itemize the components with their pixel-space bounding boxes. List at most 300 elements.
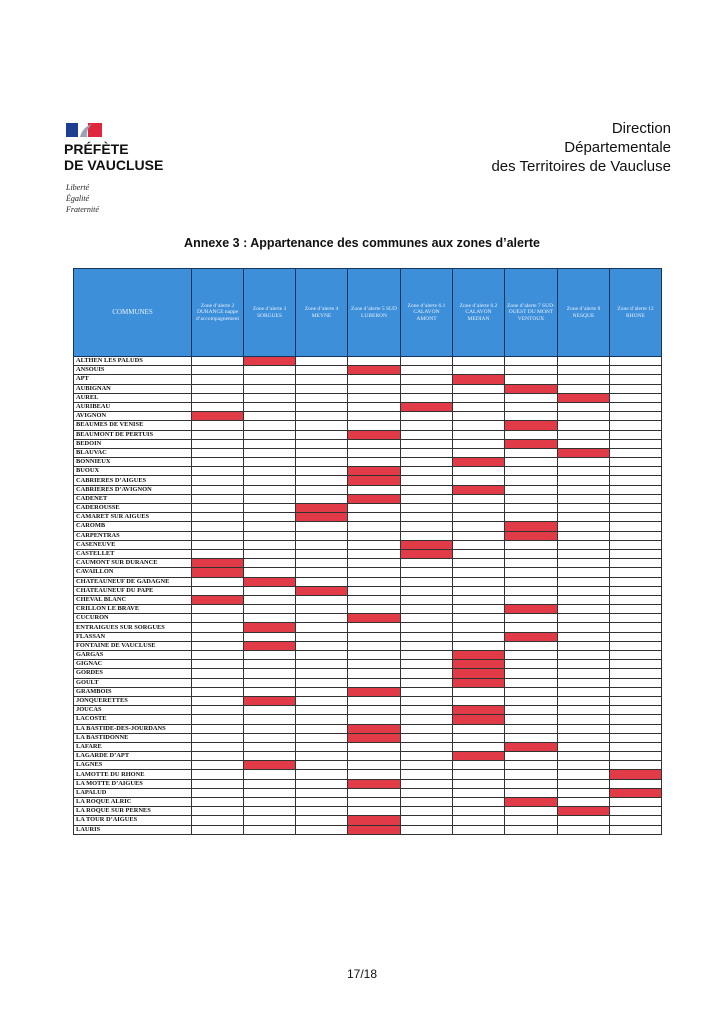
zone-cell xyxy=(558,568,610,577)
zone-cell xyxy=(192,816,244,825)
zone-cell xyxy=(401,393,453,402)
zone-cell xyxy=(296,577,348,586)
zone-cell xyxy=(296,494,348,503)
zone-cell xyxy=(192,605,244,614)
zone-cell xyxy=(296,467,348,476)
column-header-zone: Zone d’alerte 5 SUD LUBERON xyxy=(348,269,401,357)
zone-cell xyxy=(610,559,662,568)
zone-cell xyxy=(296,816,348,825)
zone-cell xyxy=(244,448,296,457)
zone-cell xyxy=(505,678,558,687)
zone-cell xyxy=(610,706,662,715)
zone-cell xyxy=(558,770,610,779)
zone-cell xyxy=(453,504,505,513)
zone-cell xyxy=(192,393,244,402)
zone-cell xyxy=(348,402,401,411)
commune-name: CADEROUSSE xyxy=(74,504,192,513)
zone-cell xyxy=(505,651,558,660)
zone-cell xyxy=(192,513,244,522)
commune-name: JONQUERETTES xyxy=(74,696,192,705)
zone-marker xyxy=(505,742,558,751)
zone-cell xyxy=(296,706,348,715)
zone-marker xyxy=(192,568,244,577)
table-row xyxy=(74,623,662,632)
zone-cell xyxy=(401,439,453,448)
zone-cell xyxy=(558,531,610,540)
commune-name: LA MOTTE D’AIGUES xyxy=(74,779,192,788)
zone-cell xyxy=(558,788,610,797)
commune-name: LA TOUR D’AIGUES xyxy=(74,816,192,825)
prefecture-logo-text xyxy=(64,141,163,173)
zone-cell xyxy=(348,577,401,586)
zone-cell xyxy=(505,504,558,513)
commune-name: BEAUMES DE VENISE xyxy=(74,421,192,430)
zone-cell xyxy=(505,623,558,632)
zone-cell xyxy=(244,559,296,568)
zone-cell xyxy=(401,752,453,761)
zone-cell xyxy=(505,733,558,742)
zone-cell xyxy=(192,788,244,797)
zone-cell xyxy=(505,366,558,375)
table-row xyxy=(74,476,662,485)
zone-cell xyxy=(296,669,348,678)
zone-cell xyxy=(192,798,244,807)
zone-cell xyxy=(244,632,296,641)
commune-name: CASENEUVE xyxy=(74,540,192,549)
zone-cell xyxy=(401,761,453,770)
zone-marker xyxy=(244,623,296,632)
zone-marker xyxy=(505,632,558,641)
zone-cell xyxy=(401,733,453,742)
zone-cell xyxy=(505,494,558,503)
zone-cell xyxy=(296,366,348,375)
zone-cell xyxy=(296,375,348,384)
zone-marker xyxy=(244,696,296,705)
zone-cell xyxy=(610,531,662,540)
zone-cell xyxy=(192,733,244,742)
zone-cell xyxy=(296,549,348,558)
zone-cell xyxy=(348,595,401,604)
zone-cell xyxy=(348,458,401,467)
zone-cell xyxy=(558,522,610,531)
zone-cell xyxy=(610,402,662,411)
zone-cell xyxy=(296,788,348,797)
commune-name: LA BASTIDONNE xyxy=(74,733,192,742)
republic-motto xyxy=(66,182,99,215)
table-row xyxy=(74,752,662,761)
zone-cell xyxy=(348,660,401,669)
zone-cell xyxy=(558,430,610,439)
zone-cell xyxy=(296,651,348,660)
commune-name: AURIBEAU xyxy=(74,402,192,411)
commune-name: CADENET xyxy=(74,494,192,503)
zone-cell xyxy=(558,549,610,558)
zone-cell xyxy=(244,825,296,834)
zone-cell xyxy=(610,513,662,522)
table-row xyxy=(74,384,662,393)
zone-marker xyxy=(401,549,453,558)
commune-name: ENTRAIGUES SUR SORGUES xyxy=(74,623,192,632)
zone-cell xyxy=(453,687,505,696)
zone-marker xyxy=(453,651,505,660)
zone-cell xyxy=(558,494,610,503)
zone-cell xyxy=(610,366,662,375)
zone-cell xyxy=(453,393,505,402)
zone-cell xyxy=(505,669,558,678)
zone-cell xyxy=(244,724,296,733)
table-row xyxy=(74,448,662,457)
zone-cell xyxy=(244,706,296,715)
zone-cell xyxy=(348,669,401,678)
column-header-zone: Zone d’alerte 2 DURANCE nappe d’accompagnement xyxy=(192,269,244,357)
zone-cell xyxy=(505,687,558,696)
zone-cell xyxy=(348,421,401,430)
zone-marker xyxy=(296,586,348,595)
zone-cell xyxy=(348,439,401,448)
zone-marker xyxy=(401,540,453,549)
zone-cell xyxy=(348,375,401,384)
zone-cell xyxy=(453,402,505,411)
zone-cell xyxy=(558,825,610,834)
zone-cell xyxy=(401,485,453,494)
zone-cell xyxy=(401,366,453,375)
zone-cell xyxy=(401,357,453,366)
zone-cell xyxy=(348,798,401,807)
zone-cell xyxy=(558,439,610,448)
zone-cell xyxy=(610,761,662,770)
zone-cell xyxy=(558,467,610,476)
zone-cell xyxy=(558,779,610,788)
zone-cell xyxy=(192,687,244,696)
zone-cell xyxy=(244,742,296,751)
motto-line: Égalité xyxy=(66,194,90,203)
commune-name: BEDOIN xyxy=(74,439,192,448)
zone-marker xyxy=(505,798,558,807)
zone-cell xyxy=(401,696,453,705)
zone-cell xyxy=(348,761,401,770)
commune-name: FONTAINE DE VAUCLUSE xyxy=(74,641,192,650)
zone-cell xyxy=(401,770,453,779)
zone-cell xyxy=(610,595,662,604)
zone-cell xyxy=(505,770,558,779)
zone-cell xyxy=(610,458,662,467)
table-row xyxy=(74,513,662,522)
zone-cell xyxy=(558,513,610,522)
zone-cell xyxy=(401,513,453,522)
zone-cell xyxy=(558,540,610,549)
table-row xyxy=(74,770,662,779)
zone-marker xyxy=(505,384,558,393)
zone-cell xyxy=(558,595,610,604)
zone-cell xyxy=(296,623,348,632)
zone-cell xyxy=(348,696,401,705)
direction-line: des Territoires de Vaucluse xyxy=(491,158,671,175)
commune-name: CABRIERES D’AIGUES xyxy=(74,476,192,485)
zone-cell xyxy=(610,430,662,439)
zone-cell xyxy=(401,586,453,595)
table-row xyxy=(74,641,662,650)
zone-cell xyxy=(244,467,296,476)
zone-cell xyxy=(558,733,610,742)
zone-cell xyxy=(244,687,296,696)
zone-cell xyxy=(401,816,453,825)
commune-name: BLAUVAC xyxy=(74,448,192,457)
zone-cell xyxy=(401,412,453,421)
zone-cell xyxy=(244,614,296,623)
zone-cell xyxy=(453,623,505,632)
zone-marker xyxy=(505,531,558,540)
zone-marker xyxy=(505,522,558,531)
motto-line: Fraternité xyxy=(66,205,99,214)
zone-cell xyxy=(453,476,505,485)
zone-cell xyxy=(401,458,453,467)
zone-cell xyxy=(296,605,348,614)
zone-marker xyxy=(348,430,401,439)
zone-cell xyxy=(244,421,296,430)
zone-cell xyxy=(505,568,558,577)
zone-cell xyxy=(505,614,558,623)
zone-cell xyxy=(453,366,505,375)
zone-cell xyxy=(296,770,348,779)
zone-cell xyxy=(505,816,558,825)
zone-cell xyxy=(558,696,610,705)
column-header-zone: Zone d’alerte 8 NESQUE xyxy=(558,269,610,357)
zone-cell xyxy=(401,375,453,384)
zone-cell xyxy=(610,825,662,834)
zone-cell xyxy=(610,586,662,595)
zone-marker xyxy=(192,412,244,421)
zone-cell xyxy=(453,467,505,476)
zone-cell xyxy=(296,476,348,485)
table-row xyxy=(74,715,662,724)
zone-marker xyxy=(244,641,296,650)
zone-cell xyxy=(348,605,401,614)
zone-cell xyxy=(505,375,558,384)
zone-cell xyxy=(453,641,505,650)
zone-marker xyxy=(453,752,505,761)
zone-marker xyxy=(453,715,505,724)
zone-cell xyxy=(296,559,348,568)
page-number: 17/18 xyxy=(346,967,378,981)
commune-name: GRAMBOIS xyxy=(74,687,192,696)
commune-name: LA ROQUE ALRIC xyxy=(74,798,192,807)
zone-cell xyxy=(401,779,453,788)
annex-title: Annexe 3 : Appartenance des communes aux zones d’alerte xyxy=(184,236,540,250)
zone-cell xyxy=(610,605,662,614)
table-row xyxy=(74,696,662,705)
zone-cell xyxy=(296,522,348,531)
zone-cell xyxy=(558,421,610,430)
zone-cell xyxy=(401,669,453,678)
zone-cell xyxy=(610,678,662,687)
zone-cell xyxy=(610,412,662,421)
zone-cell xyxy=(453,761,505,770)
zone-cell xyxy=(505,393,558,402)
table-row xyxy=(74,531,662,540)
zone-cell xyxy=(348,531,401,540)
commune-name: CAROMB xyxy=(74,522,192,531)
zone-cell xyxy=(610,504,662,513)
zone-marker xyxy=(296,504,348,513)
zone-cell xyxy=(296,678,348,687)
zone-cell xyxy=(348,641,401,650)
zone-cell xyxy=(453,816,505,825)
commune-name: LACOSTE xyxy=(74,715,192,724)
zone-cell xyxy=(244,522,296,531)
commune-name: ALTHEN LES PALUDS xyxy=(74,357,192,366)
zone-cell xyxy=(610,494,662,503)
zone-cell xyxy=(558,816,610,825)
zone-cell xyxy=(505,513,558,522)
column-header-zone: Zone d’alerte 6.1 CALAVON AMONT xyxy=(401,269,453,357)
zone-marker xyxy=(192,559,244,568)
zone-cell xyxy=(244,531,296,540)
zone-cell xyxy=(453,421,505,430)
zone-cell xyxy=(192,742,244,751)
zone-cell xyxy=(192,641,244,650)
zone-cell xyxy=(505,458,558,467)
zone-cell xyxy=(505,825,558,834)
zone-cell xyxy=(244,568,296,577)
commune-name: BEAUMONT DE PERTUIS xyxy=(74,430,192,439)
zone-cell xyxy=(558,687,610,696)
zone-cell xyxy=(244,513,296,522)
zone-cell xyxy=(244,485,296,494)
zone-cell xyxy=(505,788,558,797)
zone-cell xyxy=(558,366,610,375)
zone-cell xyxy=(453,807,505,816)
zone-cell xyxy=(558,742,610,751)
zone-cell xyxy=(192,779,244,788)
commune-name: GIGNAC xyxy=(74,660,192,669)
zone-cell xyxy=(348,651,401,660)
table-row xyxy=(74,366,662,375)
zone-cell xyxy=(505,696,558,705)
zone-cell xyxy=(558,669,610,678)
zone-cell xyxy=(558,623,610,632)
zone-cell xyxy=(505,549,558,558)
zone-cell xyxy=(296,687,348,696)
zone-marker xyxy=(348,724,401,733)
zone-marker xyxy=(244,761,296,770)
table-header-row xyxy=(74,269,662,357)
zone-cell xyxy=(505,715,558,724)
zone-cell xyxy=(558,605,610,614)
zone-cell xyxy=(505,724,558,733)
commune-name: GOULT xyxy=(74,678,192,687)
zone-cell xyxy=(610,752,662,761)
table-row xyxy=(74,706,662,715)
zone-cell xyxy=(192,586,244,595)
zone-cell xyxy=(610,393,662,402)
logo-line: PRÉFÈTE xyxy=(64,141,129,157)
zone-cell xyxy=(244,393,296,402)
zone-cell xyxy=(244,605,296,614)
table-row xyxy=(74,568,662,577)
zone-cell xyxy=(244,476,296,485)
zone-marker xyxy=(348,733,401,742)
zone-cell xyxy=(610,742,662,751)
zone-cell xyxy=(192,660,244,669)
zone-cell xyxy=(505,540,558,549)
zone-table xyxy=(73,268,662,835)
zone-marker xyxy=(348,467,401,476)
table-row xyxy=(74,393,662,402)
table-row xyxy=(74,669,662,678)
zone-cell xyxy=(558,761,610,770)
zone-cell xyxy=(192,384,244,393)
commune-name: ANSOUIS xyxy=(74,366,192,375)
zone-cell xyxy=(610,798,662,807)
zone-cell xyxy=(505,577,558,586)
zone-marker xyxy=(348,687,401,696)
table-body xyxy=(74,357,662,835)
zone-cell xyxy=(401,467,453,476)
zone-cell xyxy=(192,458,244,467)
zone-cell xyxy=(244,678,296,687)
table-row xyxy=(74,522,662,531)
zone-cell xyxy=(401,577,453,586)
zone-cell xyxy=(453,568,505,577)
zone-cell xyxy=(453,586,505,595)
zone-cell xyxy=(401,448,453,457)
zone-cell xyxy=(296,761,348,770)
zone-cell xyxy=(505,559,558,568)
zone-marker xyxy=(558,807,610,816)
zone-cell xyxy=(401,559,453,568)
table-row xyxy=(74,439,662,448)
zone-cell xyxy=(558,724,610,733)
zone-cell xyxy=(348,513,401,522)
table-row xyxy=(74,421,662,430)
table-row xyxy=(74,807,662,816)
zone-cell xyxy=(244,375,296,384)
zone-cell xyxy=(192,421,244,430)
marianne-logo-icon xyxy=(66,121,102,137)
commune-name: CAVAILLON xyxy=(74,568,192,577)
direction-heading xyxy=(491,119,671,176)
zone-cell xyxy=(401,798,453,807)
zone-cell xyxy=(244,752,296,761)
zone-cell xyxy=(244,586,296,595)
zone-cell xyxy=(453,430,505,439)
table-row xyxy=(74,816,662,825)
zone-cell xyxy=(192,577,244,586)
zone-marker xyxy=(453,485,505,494)
zone-marker xyxy=(348,366,401,375)
zone-cell xyxy=(296,568,348,577)
commune-name: CARPENTRAS xyxy=(74,531,192,540)
zone-cell xyxy=(348,807,401,816)
zone-cell xyxy=(244,651,296,660)
zone-cell xyxy=(453,448,505,457)
zone-cell xyxy=(453,798,505,807)
zone-cell xyxy=(244,715,296,724)
table-row xyxy=(74,605,662,614)
zone-cell xyxy=(348,715,401,724)
table-row xyxy=(74,788,662,797)
zone-cell xyxy=(192,696,244,705)
commune-name: CUCURON xyxy=(74,614,192,623)
zone-cell xyxy=(610,816,662,825)
zone-marker xyxy=(505,605,558,614)
zone-cell xyxy=(401,807,453,816)
zone-cell xyxy=(296,458,348,467)
table-row xyxy=(74,458,662,467)
zone-cell xyxy=(192,540,244,549)
zone-cell xyxy=(401,595,453,604)
zone-marker xyxy=(348,494,401,503)
